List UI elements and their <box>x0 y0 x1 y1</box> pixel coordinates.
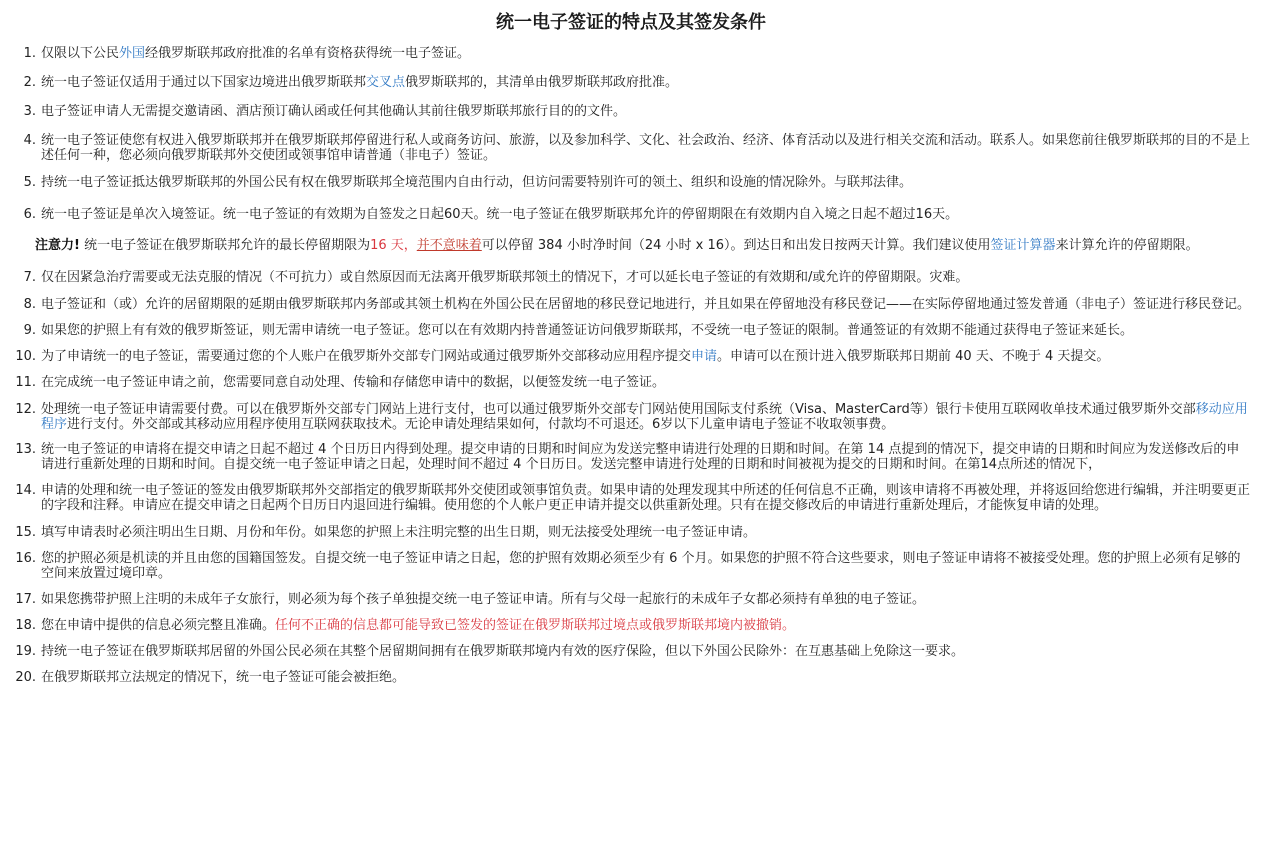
list-item-11 <box>12 375 1250 390</box>
application-link[interactable]: 申请 <box>691 349 718 364</box>
item-number: 19. <box>15 644 36 659</box>
item-text: 统一电子签证使您有权进入俄罗斯联邦并在俄罗斯联邦停留进行私人或商务访问、旅游，以及参加科学、文化、社会政治、经济、体育活动以及进行相关交流和活动。联系人。如果您前往俄罗斯联邦的目的不是上述任何一种，您必须向俄罗斯联邦外交使团或领事馆申请普通（非电子）签证。 <box>41 133 1251 163</box>
item-text: 电子签证和（或）允许的居留期限的延期由俄罗斯联邦内务部或其领土机构在外国公民在居留地的移民登记地进行，并且如果在停留地没有移民登记——在实际停留地通过签发普通（非电子）签证进行移民登记。 <box>41 297 1251 312</box>
list-item-19 <box>12 644 1250 659</box>
list-item-3 <box>12 104 1250 119</box>
list-item-18 <box>12 618 1250 633</box>
item-text: 申请的处理和统一电子签证的签发由俄罗斯联邦外交部指定的俄罗斯联邦外交使团或领事馆负责。如果申请的处理发现其中所述的任何信息不正确，则该申请将不再被处理，并将返回给您进行编辑，并注明要更正的字段和注释。申请应在提交申请之日起两个日历日内退回进行编辑。使用您的个人帐户更正申请并提交以供重新处理。只有在提交修改后的申请进行重新处理后，才能恢复申请的处理。 <box>41 483 1251 513</box>
item-number: 10. <box>15 349 36 364</box>
item-number: 12. <box>15 402 36 417</box>
item-number: 14. <box>15 483 36 498</box>
list-item-14 <box>12 483 1250 513</box>
item-number: 6. <box>23 207 36 222</box>
list-item-1 <box>12 46 1250 61</box>
item-text: 填写申请表时必须注明出生日期、月份和年份。如果您的护照上未注明完整的出生日期，则无法接受处理统一电子签证申请。 <box>41 525 757 540</box>
list-item-17 <box>12 592 1250 607</box>
page-title: 统一电子签证的特点及其签发条件 <box>496 12 766 33</box>
list-item-10 <box>12 349 1250 364</box>
list-item-8 <box>12 297 1250 312</box>
item-number: 20. <box>15 670 36 685</box>
list-item-7 <box>12 270 1250 285</box>
conditions-list <box>12 46 1250 685</box>
item-text: 电子签证申请人无需提交邀请函、酒店预订确认函或任何其他确认其前往俄罗斯联邦旅行目的的文件。 <box>41 104 627 119</box>
revocation-warning: 任何不正确的信息都可能导致已签发的签证在俄罗斯联邦过境点或俄罗斯联邦境内被撤销。 <box>275 618 796 633</box>
item-number: 16. <box>15 551 36 566</box>
item-number: 4. <box>23 133 36 148</box>
note-text: 来计算允许的停留期限。 <box>1055 238 1199 253</box>
list-item-16 <box>12 551 1250 581</box>
item-text: 在完成统一电子签证申请之前，您需要同意自动处理、传输和存储您申请中的数据，以便签发统一电子签证。 <box>41 375 666 390</box>
item-text: 如果您的护照上有有效的俄罗斯签证，则无需申请统一电子签证。您可以在有效期内持普通签证访问俄罗斯联邦，不受统一电子签证的限制。普通签证的有效期不能通过获得电子签证来延长。 <box>41 323 1134 338</box>
attention-note <box>12 238 1250 253</box>
item-text: 仅在因紧急治疗需要或无法克服的情况（不可抗力）或自然原因而无法离开俄罗斯联邦领土的情况下，才可以延长电子签证的有效期和/或允许的停留期限。灾难。 <box>41 270 969 285</box>
item-number: 11. <box>15 375 36 390</box>
foreign-link[interactable]: 外国 <box>119 46 146 61</box>
list-item-15 <box>12 525 1250 540</box>
item-number: 5. <box>23 175 36 190</box>
list-item-20 <box>12 670 1250 685</box>
item-number: 3. <box>23 104 36 119</box>
note-highlight: 16 天， <box>370 238 417 253</box>
list-item-9 <box>12 323 1250 338</box>
list-item-5 <box>12 175 1250 190</box>
attention-label: 注意力! <box>35 238 80 253</box>
list-item-2 <box>12 75 1250 90</box>
item-number: 9. <box>23 323 36 338</box>
item-text: 统一电子签证仅适用于通过以下国家边境进出俄罗斯联邦交叉点俄罗斯联邦的，其清单由俄罗斯联邦政府批准。 <box>41 75 679 90</box>
note-text: 可以停留 384 小时净时间（24 小时 x 16）。到达日和出发日按两天计算。我们建议使用 <box>481 238 991 253</box>
item-text: 您在申请中提供的信息必须完整且准确。任何不正确的信息都可能导致已签发的签证在俄罗斯联邦过境点或俄罗斯联邦境内被撤销。 <box>41 618 796 633</box>
item-text: 持统一电子签证在俄罗斯联邦居留的外国公民必须在其整个居留期间拥有在俄罗斯联邦境内有效的医疗保险，但以下外国公民除外：在互惠基础上免除这一要求。 <box>41 644 965 659</box>
item-text: 在俄罗斯联邦立法规定的情况下，统一电子签证可能会被拒绝。 <box>41 670 406 685</box>
list-item-6 <box>12 207 1250 222</box>
item-text: 仅限以下公民外国经俄罗斯联邦政府批准的名单有资格获得统一电子签证。 <box>41 46 471 61</box>
item-text: 持统一电子签证抵达俄罗斯联邦的外国公民有权在俄罗斯联邦全境范围内自由行动，但访问需要特别许可的领土、组织和设施的情况除外。与联邦法律。 <box>41 175 913 190</box>
item-number: 8. <box>23 297 36 312</box>
does-not-mean-link[interactable]: 并不意味着 <box>416 238 482 253</box>
item-text: 您的护照必须是机读的并且由您的国籍国签发。自提交统一电子签证申请之日起，您的护照有效期必须至少有 6 个月。如果您的护照不符合这些要求，则电子签证申请将不被接受处理。您的护照上必须有足够的空间来放置过境印章。 <box>41 551 1241 581</box>
item-text: 统一电子签证的申请将在提交申请之日起不超过 4 个日历日内得到处理。提交申请的日期和时间应为发送完整申请进行处理的日期和时间。在第 14 点提到的情况下，提交申请的日期和时间应为发送修改后的申请进行重新处理的日期和时间。自提交统一电子签证申请之日起，处理时间不超过 4 个日历日。发送完整申请进行处理的日期和时间被视为提交的日期和时间。在第14点所述的情况下， <box>41 442 1240 472</box>
item-number: 18. <box>15 618 36 633</box>
item-number: 7. <box>23 270 36 285</box>
list-item-13 <box>12 442 1250 472</box>
list-item-4 <box>12 133 1250 163</box>
item-number: 15. <box>15 525 36 540</box>
mobile-app-link[interactable]: 移动应用程序 <box>41 402 1248 432</box>
item-text: 处理统一电子签证申请需要付费。可以在俄罗斯外交部专门网站上进行支付，也可以通过俄罗斯外交部专门网站使用国际支付系统（Visa、MasterCard等）银行卡使用互联网收单技术通过俄罗斯外交部移动应用程序进行支付。外交部或其移动应用程序使用互联网获取技术。无论申请处理结果如何，付款均不可退还。6岁以下儿童申请电子签证不收取领事费。 <box>41 402 1248 432</box>
item-number: 2. <box>23 75 36 90</box>
item-number: 17. <box>15 592 36 607</box>
note-text: 统一电子签证在俄罗斯联邦允许的最长停留期限为 <box>79 238 371 253</box>
item-text: 如果您携带护照上注明的未成年子女旅行，则必须为每个孩子单独提交统一电子签证申请。所有与父母一起旅行的未成年子女都必须持有单独的电子签证。 <box>41 592 926 607</box>
list-item-12 <box>12 402 1250 432</box>
crossing-points-link[interactable]: 交叉点 <box>366 75 406 90</box>
visa-calculator-link[interactable]: 签证计算器 <box>990 238 1056 253</box>
item-text: 统一电子签证是单次入境签证。统一电子签证的有效期为自签发之日起60天。统一电子签证在俄罗斯联邦允许的停留期限在有效期内自入境之日起不超过16天。 <box>41 207 959 222</box>
item-number: 13. <box>15 442 36 457</box>
item-text: 为了申请统一的电子签证，需要通过您的个人账户在俄罗斯外交部专门网站或通过俄罗斯外交部移动应用程序提交申请。申请可以在预计进入俄罗斯联邦日期前 40 天、不晚于 4 天提交。 <box>41 349 1110 364</box>
item-number: 1. <box>23 46 36 61</box>
